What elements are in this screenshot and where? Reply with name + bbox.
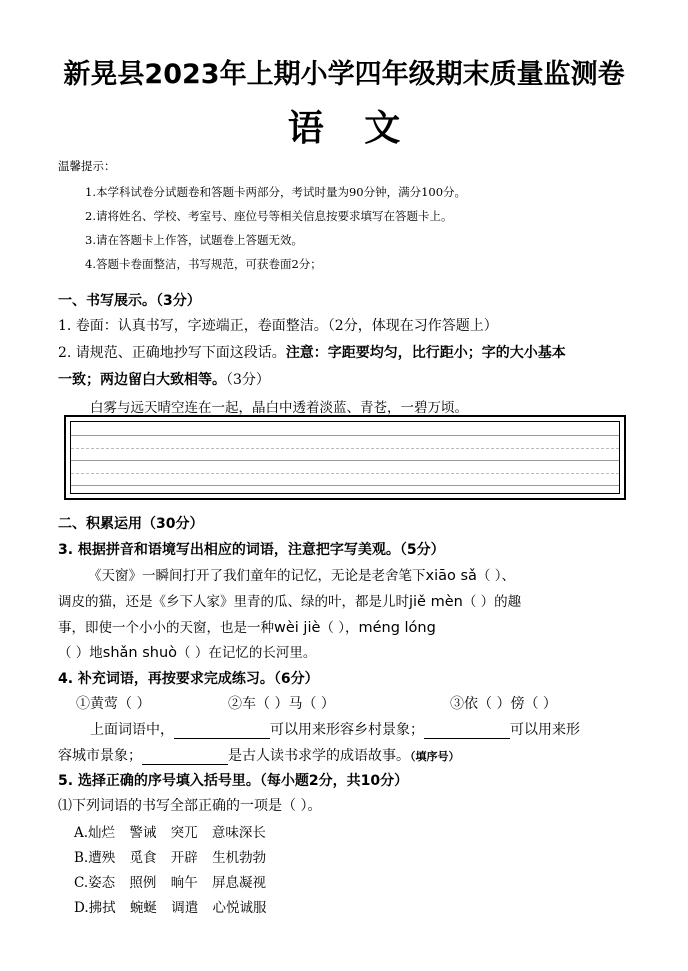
q3-blank[interactable]: （ ）的趣 [462, 594, 522, 610]
q3-text: 调皮的猫，还是《乡下人家》里青的瓜、绿的叶，都是儿时 [58, 594, 409, 610]
q3-pinyin: méng lóng [358, 620, 436, 636]
section2-heading: 二、积累运用（30分） [58, 516, 204, 532]
q4-line3 [58, 745, 460, 765]
q3-blank[interactable]: （ ）地 [58, 645, 103, 661]
q4-text: 是古人读书求学的成语故事。 [228, 748, 410, 764]
section1-heading: 一、书写展示。（3分） [58, 293, 201, 309]
copy-passage: 白雾与远天晴空连在一起，晶白中透着淡蓝、青苍，一碧万顷。 [90, 400, 468, 416]
question-2-note-cont: 一致；两边留白大致相等。 [58, 372, 226, 388]
writing-line [71, 435, 619, 436]
question-3-line1 [88, 564, 515, 584]
question-3-prompt: 3. 根据拼音和语境写出相应的词语，注意把字写美观。（5分） [58, 542, 445, 558]
notes-heading: 温馨提示： [58, 159, 116, 173]
q5-option-c[interactable]: C.姿态 照例 晌午 屏息凝视 [74, 875, 267, 891]
q3-pinyin: jiě mèn [409, 594, 463, 610]
q4-text: 容城市景象； [58, 748, 142, 764]
subject-title: 语 文 [287, 107, 401, 149]
q4-note: （填序号） [410, 750, 460, 763]
question-1: 1. 卷面：认真书写，字迹端正，卷面整洁。（2分，体现在习作答题上） [58, 318, 498, 334]
question-2-text: 2. 请规范、正确地抄写下面这段话。 [58, 345, 286, 361]
q3-text: 事，即使一个小小的天窗，也是一种 [58, 620, 274, 636]
question-5-prompt: 5. 选择正确的序号填入括号里。（每小题2分，共10分） [58, 773, 409, 789]
question-2-score: （3分） [226, 372, 270, 388]
exam-title: 新晃县2023年上期小学四年级期末质量监测卷 [63, 59, 625, 90]
question-2-note: 注意：字距要均匀，比行距小；字的大小基本 [285, 345, 566, 361]
q3-blank[interactable]: （ ）在记忆的长河里。 [177, 645, 317, 661]
question-2-line1 [58, 342, 566, 362]
q4-line2 [90, 719, 580, 739]
q4-blank[interactable] [424, 722, 510, 739]
q5-option-d[interactable]: D.拂拭 蜿蜒 调遣 心悦诚服 [74, 900, 267, 916]
copy-writing-box[interactable] [64, 415, 626, 500]
question-4-prompt: 4. 补充词语，再按要求完成练习。（6分） [58, 671, 319, 687]
q3-pinyin: shǎn shuò [102, 645, 178, 661]
q3-text: 《天窗》一瞬间打开了我们童年的记忆，无论是老舍笔下 [88, 568, 426, 584]
q5-option-a[interactable]: A.灿烂 警诫 突兀 意味深长 [74, 825, 266, 841]
note-item: 1.本学科试卷分试题卷和答题卡两部分，考试时量为90分钟，满分100分。 [85, 185, 467, 199]
copy-writing-box-inner [70, 421, 620, 494]
writing-guide-line [71, 448, 619, 449]
q3-blank[interactable]: （ ）， [320, 620, 359, 636]
note-item: 3.请在答题卡上作答，试题卷上答题无效。 [85, 233, 303, 247]
q4-item-2[interactable]: ②车（ ）马（ ） [228, 696, 335, 712]
question-3-line4 [58, 641, 316, 661]
q3-blank[interactable]: （ ）、 [476, 568, 515, 584]
writing-line [71, 485, 619, 486]
q5-option-b[interactable]: B.遭殃 觅食 开辟 生机勃勃 [74, 850, 267, 866]
q4-blank[interactable] [142, 748, 228, 765]
writing-line [71, 460, 619, 461]
q5-sub1: ⑴下列词语的书写全部正确的一项是（ ）。 [58, 798, 322, 814]
q4-blank[interactable] [174, 722, 270, 739]
note-item: 4.答题卡卷面整洁，书写规范，可获卷面2分； [85, 257, 322, 271]
question-3-line3 [58, 616, 436, 636]
q4-text: 可以用来形容乡村景象； [270, 722, 424, 738]
note-item: 2.请将姓名、学校、考室号、座位号等相关信息按要求填写在答题卡上。 [85, 209, 453, 223]
q4-text: 可以用来形 [510, 722, 580, 738]
writing-guide-line [71, 473, 619, 474]
q4-item-1[interactable]: ①黄莺（ ） [76, 696, 151, 712]
q3-pinyin: xiāo sǎ [425, 568, 477, 584]
question-3-line2 [58, 590, 521, 610]
q4-item-3[interactable]: ③依（ ）傍（ ） [450, 696, 557, 712]
question-2-line2 [58, 369, 270, 389]
q3-pinyin: wèi jiè [274, 620, 321, 636]
q4-text: 上面词语中， [90, 722, 174, 738]
